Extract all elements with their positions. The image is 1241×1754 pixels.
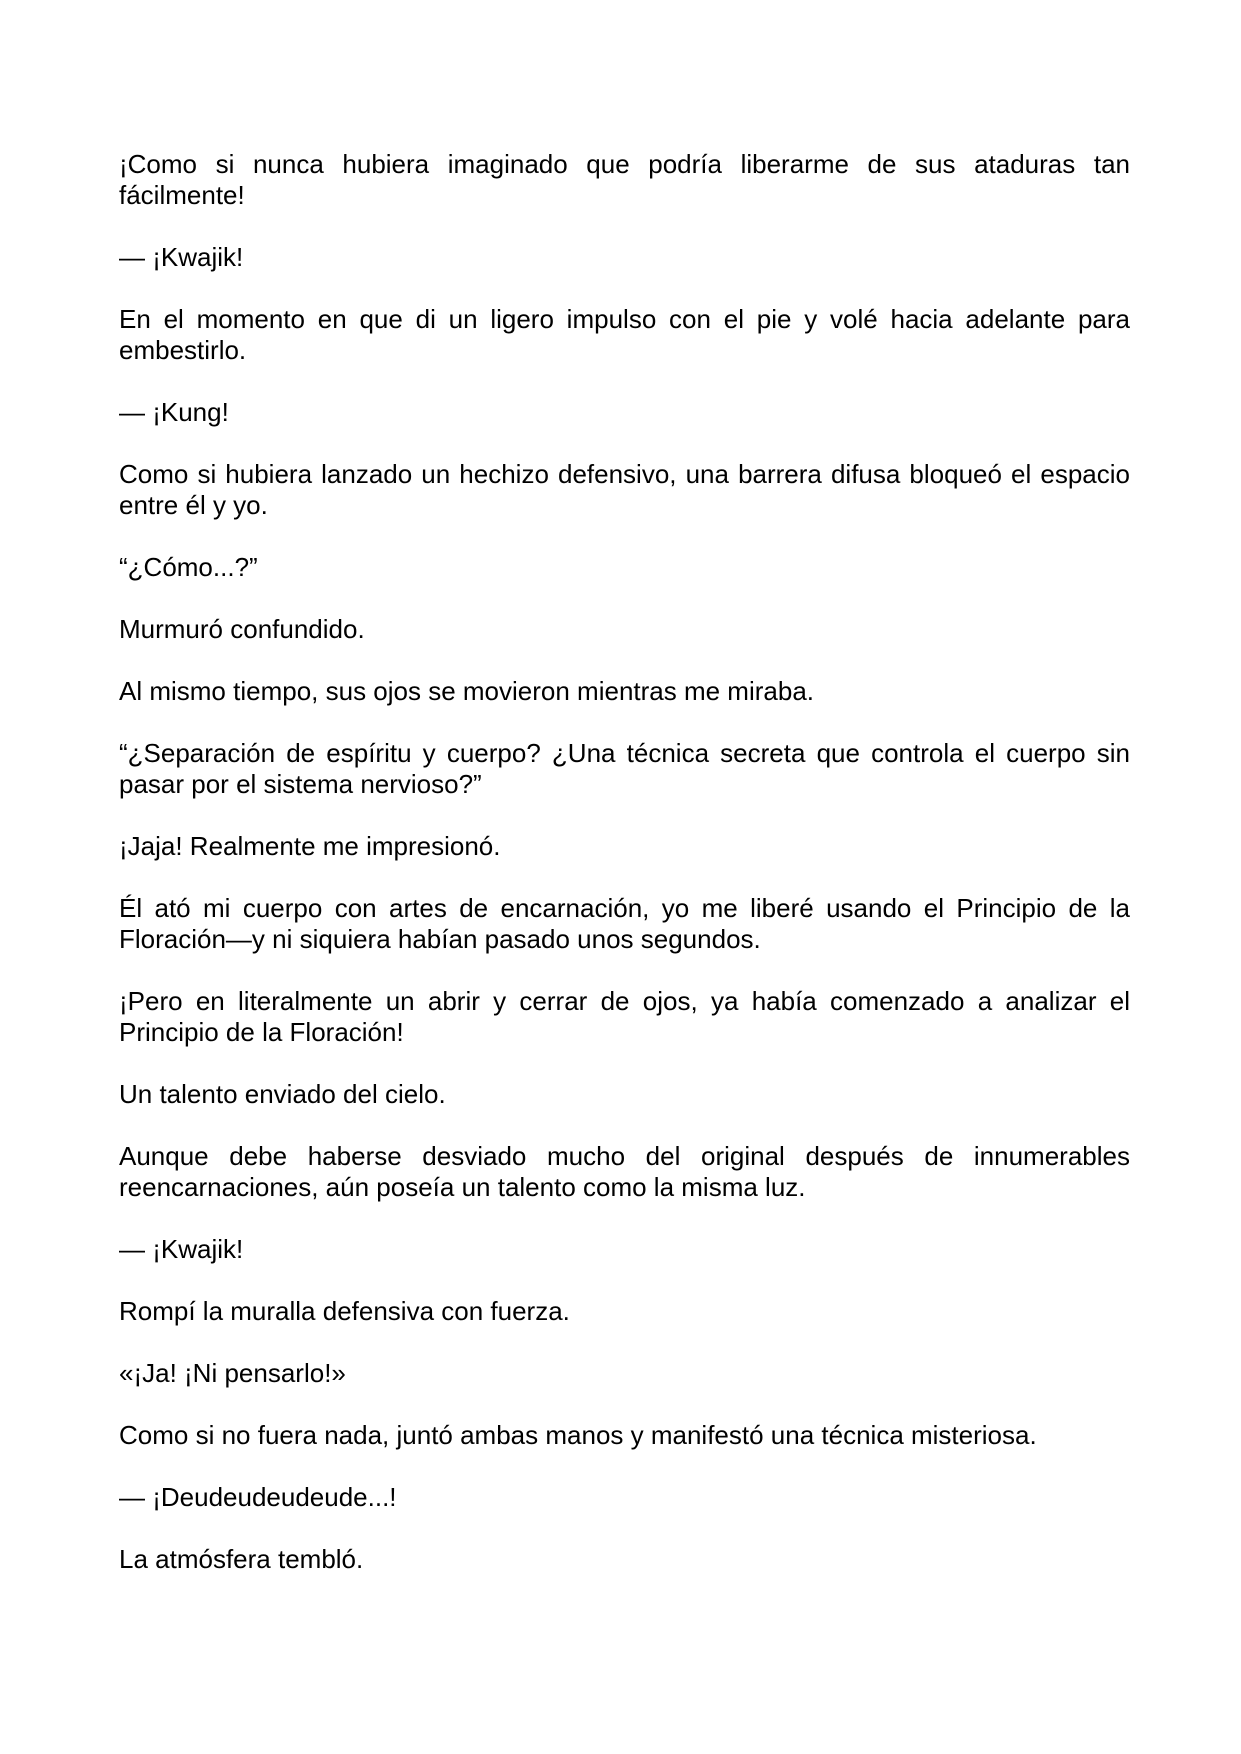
paragraph: La atmósfera tembló.: [119, 1544, 364, 1574]
paragraph: — ¡Kwajik!: [119, 1234, 244, 1264]
paragraph: ¡Pero en literalmente un abrir y cerrar de ojos, ya había comenzado a analizar el Principio de la Floración!: [119, 986, 1130, 1047]
paragraph: Un talento enviado del cielo.: [119, 1079, 446, 1109]
paragraph: ¡Como si nunca hubiera imaginado que podría liberarme de sus ataduras tan fácilmente!: [119, 149, 1130, 210]
paragraph: Como si hubiera lanzado un hechizo defensivo, una barrera difusa bloqueó el espacio entre él y yo.: [119, 459, 1130, 520]
paragraph: ¡Jaja! Realmente me impresionó.: [119, 831, 501, 861]
paragraph: “¿Separación de espíritu y cuerpo? ¿Una técnica secreta que controla el cuerpo sin pasar por el sistema nervioso?”: [119, 738, 1130, 799]
paragraph: En el momento en que di un ligero impulso con el pie y volé hacia adelante para embestirlo.: [119, 304, 1130, 365]
paragraph: «¡Ja! ¡Ni pensarlo!»: [119, 1358, 346, 1388]
paragraph: — ¡Kwajik!: [119, 242, 244, 272]
paragraph: Murmuró confundido.: [119, 614, 365, 644]
paragraph: — ¡Deudeudeudeude...!: [119, 1482, 397, 1512]
paragraph: — ¡Kung!: [119, 397, 229, 427]
document-body: [119, 149, 1130, 1606]
paragraph: Rompí la muralla defensiva con fuerza.: [119, 1296, 570, 1326]
paragraph: Como si no fuera nada, juntó ambas manos y manifestó una técnica misteriosa.: [119, 1420, 1037, 1450]
paragraph: “¿Cómo...?”: [119, 552, 258, 582]
paragraph: Él ató mi cuerpo con artes de encarnación, yo me liberé usando el Principio de la Floración—y ni siquiera habían pasado unos segundos.: [119, 893, 1130, 954]
paragraph: Al mismo tiempo, sus ojos se movieron mientras me miraba.: [119, 676, 815, 706]
paragraph: Aunque debe haberse desviado mucho del original después de innumerables reencarnaciones, aún poseía un talento como la misma luz.: [119, 1141, 1130, 1202]
